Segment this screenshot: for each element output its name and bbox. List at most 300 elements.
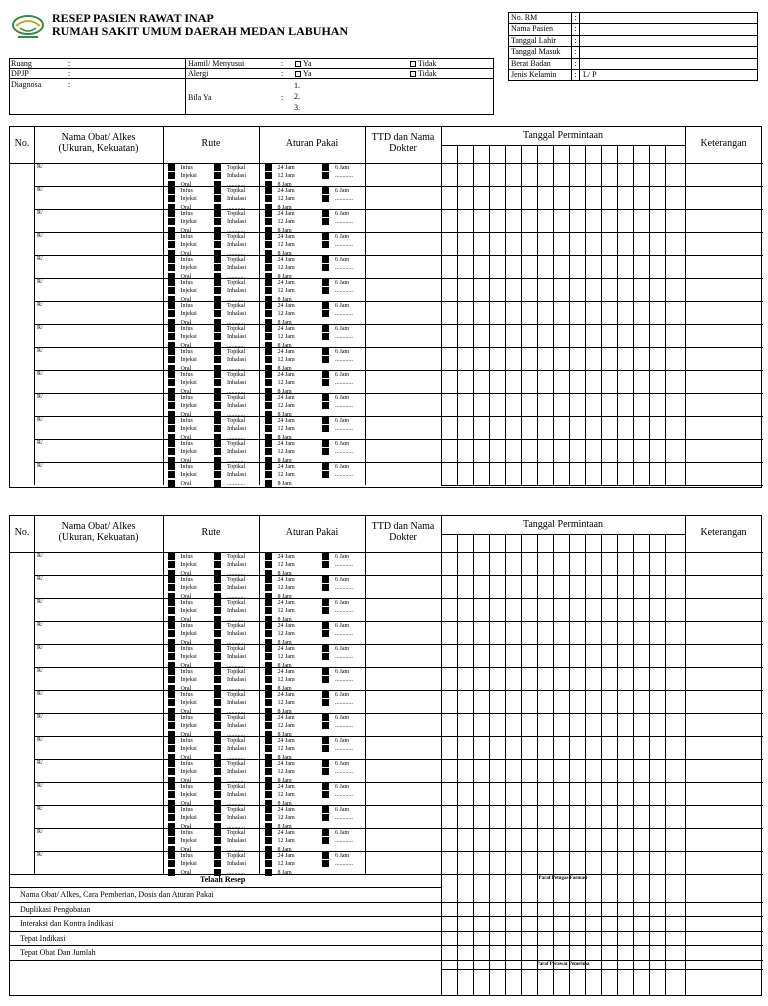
inhalasi-checkbox[interactable] (214, 172, 221, 179)
12jam-checkbox[interactable] (265, 333, 272, 340)
prescription-row[interactable] (10, 325, 441, 348)
prescription-row[interactable] (10, 256, 441, 279)
rx-mark: R/ (37, 553, 43, 559)
injeksi-checkbox[interactable] (168, 722, 175, 729)
topikal-checkbox[interactable] (214, 737, 221, 744)
topikal-checkbox[interactable] (214, 553, 221, 560)
patient-id-value[interactable] (580, 59, 757, 69)
prescription-row[interactable] (10, 233, 441, 256)
24jam-checkbox[interactable] (265, 440, 272, 447)
6jam-checkbox[interactable] (322, 806, 329, 813)
prescription-table-1 (9, 126, 762, 488)
aturan-options: 24 Jam 6 Jam 12 Jam ............ 8 Jam (265, 394, 353, 419)
24jam-checkbox[interactable] (265, 668, 272, 675)
aturan-other-checkbox[interactable] (322, 333, 329, 340)
topikal-checkbox[interactable] (214, 164, 221, 171)
prescription-row[interactable] (10, 164, 441, 187)
rute-options: Infus Topikal Injeksi Inhalasi Oral ............ (168, 164, 246, 189)
topikal-checkbox[interactable] (214, 622, 221, 629)
rx-mark: R/ (37, 783, 43, 789)
aturan-other-checkbox[interactable] (322, 356, 329, 363)
24jam-checkbox[interactable] (265, 829, 272, 836)
inhalasi-checkbox[interactable] (214, 722, 221, 729)
injeksi-checkbox[interactable] (168, 745, 175, 752)
infus-checkbox[interactable] (168, 187, 175, 194)
6jam-checkbox[interactable] (322, 852, 329, 859)
12jam-checkbox[interactable] (265, 310, 272, 317)
prescription-row[interactable] (10, 760, 441, 783)
aturan-other-checkbox[interactable] (322, 241, 329, 248)
6jam-checkbox[interactable] (322, 440, 329, 447)
topikal-checkbox[interactable] (214, 691, 221, 698)
infus-checkbox[interactable] (168, 760, 175, 767)
12jam-checkbox[interactable] (265, 448, 272, 455)
topikal-checkbox[interactable] (214, 760, 221, 767)
12jam-checkbox[interactable] (265, 607, 272, 614)
12jam-checkbox[interactable] (265, 584, 272, 591)
inhalasi-checkbox[interactable] (214, 287, 221, 294)
inhalasi-checkbox[interactable] (214, 425, 221, 432)
prescription-row[interactable] (10, 394, 441, 417)
patient-id-label: Berat Badan (509, 59, 572, 69)
aturan-other-checkbox[interactable] (322, 768, 329, 775)
12jam-checkbox[interactable] (265, 356, 272, 363)
inhalasi-checkbox[interactable] (214, 653, 221, 660)
12jam-checkbox[interactable] (265, 402, 272, 409)
aturan-other-checkbox[interactable] (322, 448, 329, 455)
inhalasi-checkbox[interactable] (214, 584, 221, 591)
injeksi-checkbox[interactable] (168, 448, 175, 455)
aturan-other-checkbox[interactable] (322, 607, 329, 614)
aturan-other-checkbox[interactable] (322, 722, 329, 729)
24jam-checkbox[interactable] (265, 394, 272, 401)
24jam-checkbox[interactable] (265, 302, 272, 309)
6jam-checkbox[interactable] (322, 760, 329, 767)
injeksi-checkbox[interactable] (168, 172, 175, 179)
injeksi-checkbox[interactable] (168, 241, 175, 248)
12jam-checkbox[interactable] (265, 791, 272, 798)
injeksi-checkbox[interactable] (168, 195, 175, 202)
topikal-checkbox[interactable] (214, 576, 221, 583)
topikal-checkbox[interactable] (214, 806, 221, 813)
aturan-options: 24 Jam 6 Jam 12 Jam ............ 8 Jam (265, 371, 353, 396)
patient-id-label: Nama Pasien (509, 24, 572, 34)
injeksi-checkbox[interactable] (168, 379, 175, 386)
infus-checkbox[interactable] (168, 553, 175, 560)
injeksi-checkbox[interactable] (168, 218, 175, 225)
12jam-checkbox[interactable] (265, 837, 272, 844)
topikal-checkbox[interactable] (214, 440, 221, 447)
6jam-checkbox[interactable] (322, 783, 329, 790)
6jam-checkbox[interactable] (322, 371, 329, 378)
6jam-checkbox[interactable] (322, 302, 329, 309)
telaah-item: Nama Obat/ Alkes, Cara Pemberian, Dosis dan Aturan Pakai (20, 890, 214, 899)
12jam-checkbox[interactable] (265, 218, 272, 225)
12jam-checkbox[interactable] (265, 653, 272, 660)
infus-checkbox[interactable] (168, 806, 175, 813)
injeksi-checkbox[interactable] (168, 814, 175, 821)
inhalasi-checkbox[interactable] (214, 195, 221, 202)
24jam-checkbox[interactable] (265, 691, 272, 698)
topikal-checkbox[interactable] (214, 668, 221, 675)
6jam-checkbox[interactable] (322, 279, 329, 286)
24jam-checkbox[interactable] (265, 599, 272, 606)
24jam-checkbox[interactable] (265, 622, 272, 629)
inhalasi-checkbox[interactable] (214, 379, 221, 386)
rx-mark: R/ (37, 852, 43, 858)
24jam-checkbox[interactable] (265, 417, 272, 424)
infus-checkbox[interactable] (168, 210, 175, 217)
topikal-checkbox[interactable] (214, 210, 221, 217)
injeksi-checkbox[interactable] (168, 630, 175, 637)
infus-checkbox[interactable] (168, 576, 175, 583)
rute-options: Infus Topikal Injeksi Inhalasi Oral ............ (168, 668, 246, 693)
6jam-checkbox[interactable] (322, 348, 329, 355)
12jam-checkbox[interactable] (265, 814, 272, 821)
aturan-other-checkbox[interactable] (322, 402, 329, 409)
24jam-checkbox[interactable] (265, 256, 272, 263)
inhalasi-checkbox[interactable] (214, 218, 221, 225)
infus-checkbox[interactable] (168, 348, 175, 355)
12jam-checkbox[interactable] (265, 676, 272, 683)
aturan-other-checkbox[interactable] (322, 791, 329, 798)
infus-checkbox[interactable] (168, 164, 175, 171)
topikal-checkbox[interactable] (214, 394, 221, 401)
6jam-checkbox[interactable] (322, 622, 329, 629)
inhalasi-checkbox[interactable] (214, 561, 221, 568)
6jam-checkbox[interactable] (322, 417, 329, 424)
24jam-checkbox[interactable] (265, 164, 272, 171)
6jam-checkbox[interactable] (322, 691, 329, 698)
12jam-checkbox[interactable] (265, 630, 272, 637)
paraf-farmasi-label: Paraf Petugas Farmasi (538, 876, 588, 881)
aturan-other-checkbox[interactable] (322, 310, 329, 317)
injeksi-checkbox[interactable] (168, 425, 175, 432)
hamil-tidak-checkbox[interactable] (410, 61, 416, 67)
infus-checkbox[interactable] (168, 645, 175, 652)
rute-other-checkbox[interactable] (214, 480, 221, 487)
prescription-row[interactable] (10, 463, 441, 486)
6jam-checkbox[interactable] (322, 394, 329, 401)
injeksi-checkbox[interactable] (168, 791, 175, 798)
aturan-options: 24 Jam 6 Jam 12 Jam ............ 8 Jam (265, 622, 353, 647)
24jam-checkbox[interactable] (265, 233, 272, 240)
rute-options: Infus Topikal Injeksi Inhalasi Oral ............ (168, 302, 246, 327)
inhalasi-checkbox[interactable] (214, 448, 221, 455)
rx-mark: R/ (37, 806, 43, 812)
infus-checkbox[interactable] (168, 783, 175, 790)
injeksi-checkbox[interactable] (168, 561, 175, 568)
infus-checkbox[interactable] (168, 371, 175, 378)
12jam-checkbox[interactable] (265, 471, 272, 478)
12jam-checkbox[interactable] (265, 264, 272, 271)
aturan-other-checkbox[interactable] (322, 218, 329, 225)
6jam-checkbox[interactable] (322, 553, 329, 560)
topikal-checkbox[interactable] (214, 187, 221, 194)
12jam-checkbox[interactable] (265, 241, 272, 248)
aturan-other-checkbox[interactable] (322, 699, 329, 706)
col-rute: Rute (201, 527, 221, 538)
patient-id-value[interactable] (580, 13, 757, 23)
injeksi-checkbox[interactable] (168, 264, 175, 271)
12jam-checkbox[interactable] (265, 768, 272, 775)
12jam-checkbox[interactable] (265, 195, 272, 202)
injeksi-checkbox[interactable] (168, 653, 175, 660)
infus-checkbox[interactable] (168, 599, 175, 606)
aturan-options: 24 Jam 6 Jam 12 Jam ............ 8 Jam (265, 668, 353, 693)
rute-options: Infus Topikal Injeksi Inhalasi Oral ............ (168, 417, 246, 442)
topikal-checkbox[interactable] (214, 645, 221, 652)
aturan-other-checkbox[interactable] (322, 172, 329, 179)
24jam-checkbox[interactable] (265, 760, 272, 767)
prescription-row[interactable] (10, 806, 441, 829)
aturan-other-checkbox[interactable] (322, 676, 329, 683)
prescription-row[interactable] (10, 622, 441, 645)
inhalasi-checkbox[interactable] (214, 630, 221, 637)
prescription-row[interactable] (10, 691, 441, 714)
12jam-checkbox[interactable] (265, 860, 272, 867)
infus-checkbox[interactable] (168, 256, 175, 263)
topikal-checkbox[interactable] (214, 417, 221, 424)
infus-checkbox[interactable] (168, 829, 175, 836)
24jam-checkbox[interactable] (265, 783, 272, 790)
6jam-checkbox[interactable] (322, 164, 329, 171)
inhalasi-checkbox[interactable] (214, 471, 221, 478)
topikal-checkbox[interactable] (214, 714, 221, 721)
prescription-row[interactable] (10, 210, 441, 233)
inhalasi-checkbox[interactable] (214, 745, 221, 752)
6jam-checkbox[interactable] (322, 463, 329, 470)
infus-checkbox[interactable] (168, 622, 175, 629)
6jam-checkbox[interactable] (322, 645, 329, 652)
topikal-checkbox[interactable] (214, 348, 221, 355)
rute-options: Infus Topikal Injeksi Inhalasi Oral ............ (168, 256, 246, 281)
6jam-checkbox[interactable] (322, 187, 329, 194)
topikal-checkbox[interactable] (214, 599, 221, 606)
injeksi-checkbox[interactable] (168, 471, 175, 478)
6jam-checkbox[interactable] (322, 737, 329, 744)
injeksi-checkbox[interactable] (168, 607, 175, 614)
injeksi-checkbox[interactable] (168, 860, 175, 867)
12jam-checkbox[interactable] (265, 379, 272, 386)
patient-id-value[interactable] (580, 24, 757, 34)
12jam-checkbox[interactable] (265, 745, 272, 752)
hamil-ya-checkbox[interactable] (295, 61, 301, 67)
prescription-row[interactable] (10, 371, 441, 394)
topikal-checkbox[interactable] (214, 256, 221, 263)
inhalasi-checkbox[interactable] (214, 607, 221, 614)
aturan-other-checkbox[interactable] (322, 630, 329, 637)
prescription-row[interactable] (10, 829, 441, 852)
aturan-other-checkbox[interactable] (322, 264, 329, 271)
8jam-checkbox[interactable] (265, 480, 272, 487)
inhalasi-checkbox[interactable] (214, 310, 221, 317)
inhalasi-checkbox[interactable] (214, 837, 221, 844)
patient-id-value[interactable] (580, 36, 757, 46)
aturan-other-checkbox[interactable] (322, 287, 329, 294)
oral-checkbox[interactable] (168, 480, 175, 487)
prescription-row[interactable] (10, 668, 441, 691)
6jam-checkbox[interactable] (322, 576, 329, 583)
infus-checkbox[interactable] (168, 691, 175, 698)
injeksi-checkbox[interactable] (168, 676, 175, 683)
24jam-checkbox[interactable] (265, 279, 272, 286)
24jam-checkbox[interactable] (265, 553, 272, 560)
aturan-other-checkbox[interactable] (322, 837, 329, 844)
aturan-other-checkbox[interactable] (322, 379, 329, 386)
topikal-checkbox[interactable] (214, 233, 221, 240)
inhalasi-checkbox[interactable] (214, 241, 221, 248)
24jam-checkbox[interactable] (265, 714, 272, 721)
6jam-checkbox[interactable] (322, 714, 329, 721)
infus-checkbox[interactable] (168, 714, 175, 721)
prescription-row[interactable] (10, 440, 441, 463)
rx-mark: R/ (37, 233, 43, 239)
topikal-checkbox[interactable] (214, 852, 221, 859)
inhalasi-checkbox[interactable] (214, 402, 221, 409)
inhalasi-checkbox[interactable] (214, 333, 221, 340)
prescription-row[interactable] (10, 714, 441, 737)
prescription-row[interactable] (10, 553, 441, 576)
24jam-checkbox[interactable] (265, 737, 272, 744)
inhalasi-checkbox[interactable] (214, 699, 221, 706)
inhalasi-checkbox[interactable] (214, 264, 221, 271)
prescription-row[interactable] (10, 348, 441, 371)
injeksi-checkbox[interactable] (168, 699, 175, 706)
infus-checkbox[interactable] (168, 279, 175, 286)
24jam-checkbox[interactable] (265, 210, 272, 217)
inhalasi-checkbox[interactable] (214, 676, 221, 683)
prescription-row[interactable] (10, 417, 441, 440)
24jam-checkbox[interactable] (265, 187, 272, 194)
telaah-item: Tepat Obat Dan Jumlah (20, 948, 96, 957)
infus-checkbox[interactable] (168, 440, 175, 447)
24jam-checkbox[interactable] (265, 371, 272, 378)
aturan-other-checkbox[interactable] (322, 653, 329, 660)
prescription-row[interactable] (10, 599, 441, 622)
infus-checkbox[interactable] (168, 668, 175, 675)
aturan-other-checkbox[interactable] (322, 471, 329, 478)
prescription-row[interactable] (10, 576, 441, 599)
injeksi-checkbox[interactable] (168, 768, 175, 775)
infus-checkbox[interactable] (168, 852, 175, 859)
topikal-checkbox[interactable] (214, 783, 221, 790)
topikal-checkbox[interactable] (214, 325, 221, 332)
patient-id-value[interactable]: L/ P (583, 69, 597, 79)
aturan-other-checkbox[interactable] (322, 814, 329, 821)
injeksi-checkbox[interactable] (168, 287, 175, 294)
12jam-checkbox[interactable] (265, 722, 272, 729)
6jam-checkbox[interactable] (322, 325, 329, 332)
injeksi-checkbox[interactable] (168, 310, 175, 317)
infus-checkbox[interactable] (168, 233, 175, 240)
prescription-row[interactable] (10, 187, 441, 210)
12jam-checkbox[interactable] (265, 172, 272, 179)
24jam-checkbox[interactable] (265, 325, 272, 332)
prescription-row[interactable] (10, 852, 441, 875)
injeksi-checkbox[interactable] (168, 356, 175, 363)
inhalasi-checkbox[interactable] (214, 814, 221, 821)
prescription-row[interactable] (10, 645, 441, 668)
12jam-checkbox[interactable] (265, 425, 272, 432)
infus-checkbox[interactable] (168, 325, 175, 332)
24jam-checkbox[interactable] (265, 463, 272, 470)
prescription-row[interactable] (10, 302, 441, 325)
patient-id-label: Tanggal Masuk (509, 47, 572, 57)
patient-id-value[interactable] (580, 47, 757, 57)
injeksi-checkbox[interactable] (168, 837, 175, 844)
rute-options: Infus Topikal Injeksi Inhalasi Oral ............ (168, 645, 246, 670)
dpjp-label: DPJP (11, 69, 29, 78)
6jam-checkbox[interactable] (322, 668, 329, 675)
aturan-options: 24 Jam 6 Jam 12 Jam ............ 8 Jam (265, 348, 353, 373)
prescription-row[interactable] (10, 737, 441, 760)
aturan-other-checkbox[interactable] (322, 425, 329, 432)
topikal-checkbox[interactable] (214, 829, 221, 836)
aturan-other-checkbox[interactable] (322, 860, 329, 867)
24jam-checkbox[interactable] (265, 348, 272, 355)
infus-checkbox[interactable] (168, 394, 175, 401)
rx-mark: R/ (37, 576, 43, 582)
prescription-row[interactable] (10, 783, 441, 806)
topikal-checkbox[interactable] (214, 371, 221, 378)
6jam-checkbox[interactable] (322, 599, 329, 606)
topikal-checkbox[interactable] (214, 279, 221, 286)
aturan-other-checkbox[interactable] (322, 584, 329, 591)
rute-options: Infus Topikal Injeksi Inhalasi Oral ............ (168, 806, 246, 831)
col-aturan-pakai: Aturan Pakai (285, 527, 339, 538)
infus-checkbox[interactable] (168, 417, 175, 424)
alergi-ya-checkbox[interactable] (295, 71, 301, 77)
24jam-checkbox[interactable] (265, 645, 272, 652)
rute-options: Infus Topikal Injeksi Inhalasi Oral ............ (168, 279, 246, 304)
24jam-checkbox[interactable] (265, 806, 272, 813)
infus-checkbox[interactable] (168, 302, 175, 309)
aturan-other-checkbox[interactable] (322, 561, 329, 568)
aturan-options: 24 Jam 6 Jam 12 Jam ............ 8 Jam (265, 325, 353, 350)
col-nama-obat: Nama Obat/ Alkes (Ukuran, Kekuatan) (58, 521, 139, 543)
col-tanggal-permintaan: Tanggal Permintaan (522, 519, 604, 530)
telaah-item: Duplikasi Pengobatan (20, 905, 91, 914)
6jam-checkbox[interactable] (322, 256, 329, 263)
infus-checkbox[interactable] (168, 737, 175, 744)
6jam-checkbox[interactable] (322, 829, 329, 836)
12jam-checkbox[interactable] (265, 287, 272, 294)
ruang-label: Ruang (11, 59, 32, 68)
12jam-checkbox[interactable] (265, 699, 272, 706)
inhalasi-checkbox[interactable] (214, 791, 221, 798)
inhalasi-checkbox[interactable] (214, 768, 221, 775)
injeksi-checkbox[interactable] (168, 333, 175, 340)
prescription-row[interactable] (10, 279, 441, 302)
inhalasi-checkbox[interactable] (214, 860, 221, 867)
infus-checkbox[interactable] (168, 463, 175, 470)
24jam-checkbox[interactable] (265, 576, 272, 583)
alergi-tidak-checkbox[interactable] (410, 71, 416, 77)
6jam-checkbox[interactable] (322, 210, 329, 217)
inhalasi-checkbox[interactable] (214, 356, 221, 363)
injeksi-checkbox[interactable] (168, 584, 175, 591)
injeksi-checkbox[interactable] (168, 402, 175, 409)
rute-options: Infus Topikal Injeksi Inhalasi Oral ............ (168, 714, 246, 739)
topikal-checkbox[interactable] (214, 463, 221, 470)
12jam-checkbox[interactable] (265, 561, 272, 568)
aturan-other-checkbox[interactable] (322, 195, 329, 202)
24jam-checkbox[interactable] (265, 852, 272, 859)
topikal-checkbox[interactable] (214, 302, 221, 309)
6jam-checkbox[interactable] (322, 233, 329, 240)
aturan-other-checkbox[interactable] (322, 745, 329, 752)
